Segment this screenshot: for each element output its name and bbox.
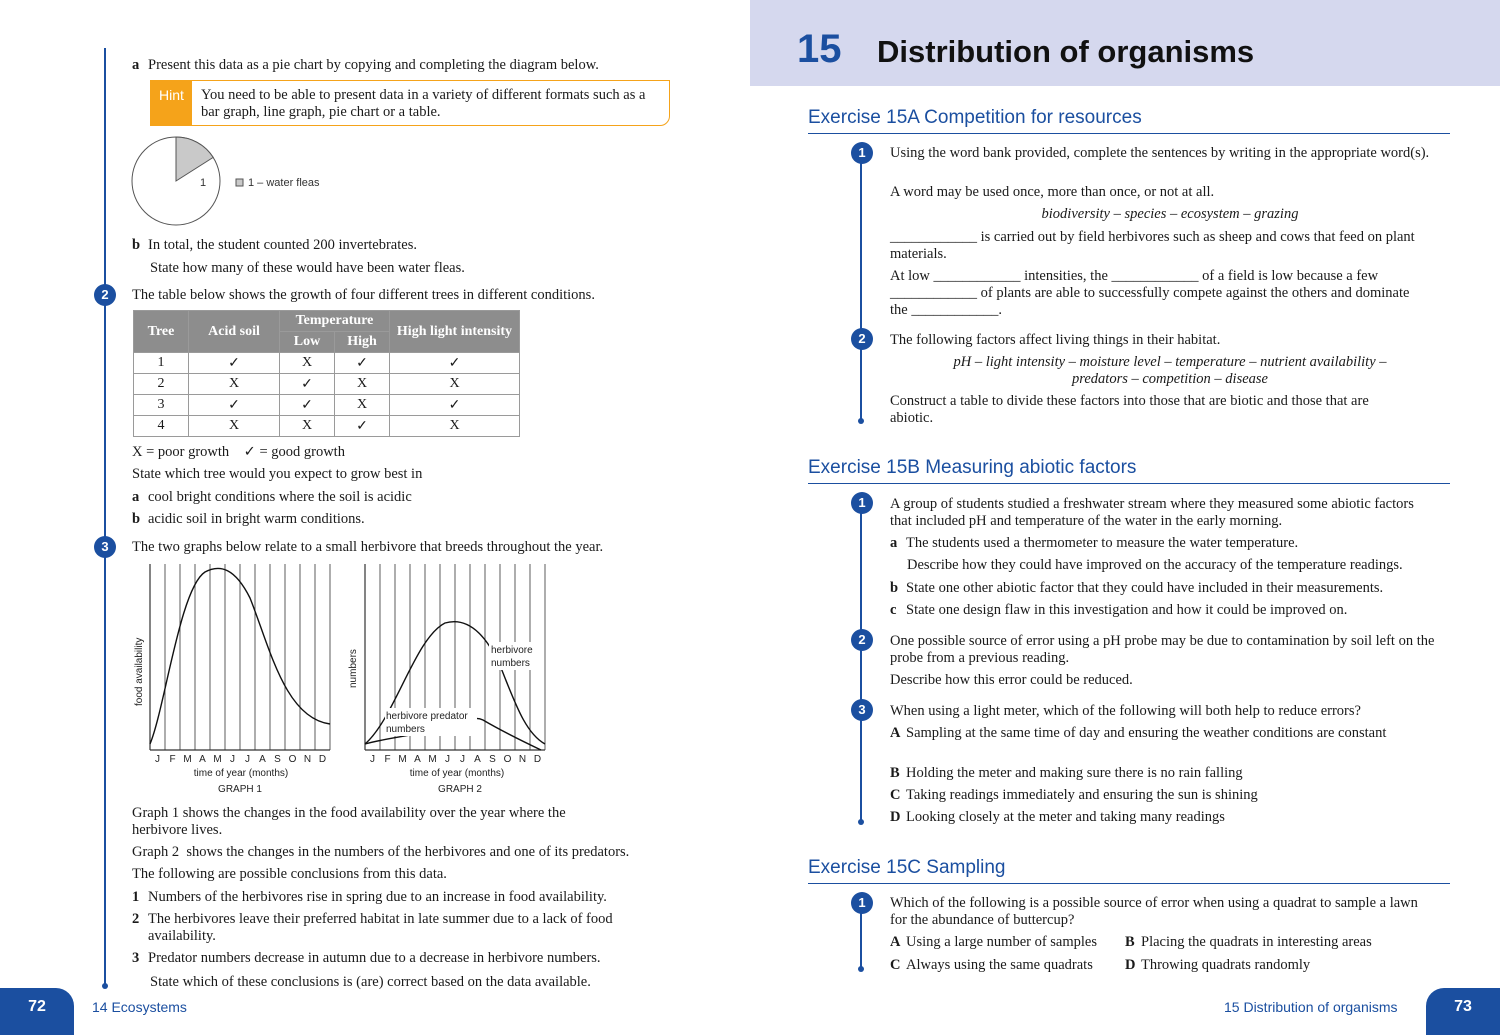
ex15c-q1-B-letter: B	[1125, 934, 1135, 950]
pie-legend-swatch	[236, 179, 243, 186]
right-page-number: 73	[1426, 988, 1500, 1035]
ex15b-q2-p2: Describe how this error could be reduced.	[890, 672, 1133, 688]
chapter-number: 15	[797, 27, 842, 71]
graph1-month-label: A	[199, 754, 206, 765]
graph2-month-label: A	[474, 754, 481, 765]
graph2-month-label: F	[384, 754, 391, 765]
exercise-15c-heading: Exercise 15C Sampling	[808, 857, 1006, 878]
graph1-caption: GRAPH 1	[218, 784, 262, 795]
q1b-line2: State how many of these would have been water fleas.	[150, 260, 465, 276]
graph2-month-label: M	[428, 754, 437, 765]
graph1-month-label: J	[230, 754, 235, 765]
q1b-line1: In total, the student counted 200 invertebrates.	[148, 237, 417, 253]
ex15a-q2-p2: Construct a table to divide these factors into those that are biotic and those that are abiotic.	[890, 393, 1369, 426]
table-cell: X	[280, 353, 335, 374]
q3-c2-num: 2	[132, 911, 140, 927]
ex15c-rule-end	[858, 966, 864, 972]
graph2-month-label: O	[503, 754, 512, 765]
left-q3-number: 3	[94, 536, 116, 558]
q2-intro: The table below shows the growth of four different trees in different conditions.	[132, 287, 595, 303]
q3-c3: Predator numbers decrease in autumn due to a decrease in herbivore numbers.	[148, 950, 601, 966]
table-cell: ✓	[390, 395, 520, 416]
graph2-month-label: J	[460, 754, 465, 765]
table-cell: X	[390, 374, 520, 395]
ex15b-q3-B: Holding the meter and making sure there is no rain falling	[906, 765, 1243, 781]
q1b-letter: b	[132, 237, 141, 253]
ex15c-q1-D: Throwing quadrats randomly	[1141, 957, 1311, 973]
q3-p1: Graph 1 shows the changes in the food availability over the year where the herbivore lives.	[132, 805, 566, 838]
graph1-month-label: O	[288, 754, 297, 765]
graph2-caption: GRAPH 2	[438, 784, 482, 795]
q2-state: State which tree would you expect to grow best in	[132, 466, 423, 482]
ex15b-q3-p1: When using a light meter, which of the following will both help to reduce errors?	[890, 703, 1361, 719]
ex15a-q2-bank2: predators – competition – disease	[1072, 371, 1268, 387]
table-key: X = poor growth ✓ = good growth	[132, 444, 345, 460]
graph1-grid	[150, 564, 330, 750]
graph2-month-label: M	[398, 754, 407, 765]
table-cell: X	[280, 416, 335, 437]
graphs	[125, 558, 565, 798]
table-header-acid: Acid soil	[189, 311, 280, 353]
q2a-letter: a	[132, 489, 140, 505]
graph2-month-label: A	[414, 754, 421, 765]
ex15c-q1-A: Using a large number of samples	[906, 934, 1098, 950]
q3-c1: Numbers of the herbivores rise in spring due to an increase in food availability.	[148, 889, 607, 905]
graph1-month-label: J	[245, 754, 250, 765]
table-cell: ✓	[335, 416, 390, 437]
ex15b-q3-A: Sampling at the same time of day and ensuring the weather conditions are constant	[906, 725, 1387, 741]
growth-table	[133, 310, 520, 437]
graph1-month-label: J	[155, 754, 160, 765]
ex15a-q2-p1: The following factors affect living things in their habitat.	[890, 332, 1221, 348]
graph2-ylabel: numbers	[348, 649, 359, 688]
ex15b-q1-number: 1	[851, 492, 873, 514]
pie-legend-text: 1 – water fleas	[248, 177, 320, 189]
table-cell: ✓	[390, 353, 520, 374]
q2a-text: cool bright conditions where the soil is acidic	[148, 489, 412, 505]
table-cell: ✓	[280, 395, 335, 416]
ex15a-q1-s2: At low ____________ intensities, the ____________ of a field is low because a few ____________ of plants are able to successfully compete against the others and dominate the ____________.	[890, 268, 1410, 318]
graph1-month-label: S	[274, 754, 281, 765]
ex15b-q2-p1: One possible source of error using a pH probe may be due to contamination by soil left on the probe from a previous reading.	[890, 633, 1435, 666]
table-row	[134, 395, 520, 416]
graph2-month-labels	[370, 754, 541, 765]
ex15b-q3-B-letter: B	[890, 765, 900, 781]
pie-slice-label: 1	[200, 177, 207, 189]
ex15a-q1-p1: Using the word bank provided, complete the sentences by writing in the appropriate word(s).	[890, 145, 1430, 161]
table-header-low: Low	[280, 332, 335, 353]
ex15b-q1-p1: A group of students studied a freshwater stream where they measured some abiotic factors that included pH and temperature of the water in the early morning.	[890, 496, 1414, 529]
ex15b-rule-end	[858, 819, 864, 825]
ex15b-q1-a2: Describe how they could have improved on the accuracy of the temperature readings.	[907, 557, 1403, 573]
hint-text: You need to be able to present data in a variety of different formats such as a bar graph, line graph, pie chart or a table.	[201, 87, 646, 120]
table-cell: ✓	[189, 353, 280, 374]
q3-c1-num: 1	[132, 889, 140, 905]
table-cell: ✓	[335, 353, 390, 374]
graph1-month-label: M	[183, 754, 192, 765]
graph1-month-label: M	[213, 754, 222, 765]
q3-p3: The following are possible conclusions from this data.	[132, 866, 447, 882]
left-margin-rule-end	[102, 983, 108, 989]
table-cell: 1	[134, 353, 189, 374]
table-cell: X	[189, 374, 280, 395]
ex15a-q2-bank1: pH – light intensity – moisture level – temperature – nutrient availability –	[953, 354, 1387, 370]
ex15b-q1b-letter: b	[890, 580, 899, 596]
graph1-month-label: D	[318, 754, 327, 765]
ex15c-q1-B: Placing the quadrats in interesting areas	[1141, 934, 1372, 950]
exercise-15b-heading: Exercise 15B Measuring abiotic factors	[808, 457, 1137, 478]
left-q2-number: 2	[94, 284, 116, 306]
ex15a-q1-p2: A word may be used once, more than once, or not at all.	[890, 184, 1215, 200]
ex15b-q3-D-letter: D	[890, 809, 901, 825]
table-row	[134, 353, 520, 374]
graph2-month-label: D	[533, 754, 542, 765]
graph2-xlabel: time of year (months)	[409, 768, 505, 779]
ex15b-q3-C: Taking readings immediately and ensuring the sun is shining	[906, 787, 1258, 803]
table-cell: X	[390, 416, 520, 437]
table-header-high: High	[335, 332, 390, 353]
q1a-text: Present this data as a pie chart by copying and completing the diagram below.	[148, 57, 599, 73]
graph1-month-label: A	[259, 754, 266, 765]
table-header-light: High light intensity	[390, 311, 520, 353]
ex15c-q1-number: 1	[851, 892, 873, 914]
ex15a-q1-number: 1	[851, 142, 873, 164]
graph2-predator-label-2: numbers	[386, 724, 425, 735]
ex15b-q3-number: 3	[851, 699, 873, 721]
table-row	[134, 374, 520, 395]
hint-label: Hint	[151, 81, 192, 125]
q3-c3-num: 3	[132, 950, 140, 966]
graph2-month-label: J	[370, 754, 375, 765]
q3-intro: The two graphs below relate to a small herbivore that breeds throughout the year.	[132, 539, 604, 555]
graph2-predator-label-1: herbivore predator	[386, 711, 468, 722]
ex15b-q1-a: The students used a thermometer to measure the water temperature.	[906, 535, 1299, 551]
exercise-15c-rule	[808, 883, 1450, 884]
ex15b-q1-c: State one design flaw in this investigation and how it could be improved on.	[906, 602, 1348, 618]
pie-chart-drawing	[132, 137, 220, 225]
exercise-15b-rule	[808, 483, 1450, 484]
ex15a-q2-number: 2	[851, 328, 873, 350]
ex15b-q2-number: 2	[851, 629, 873, 651]
ex15c-q1-C: Always using the same quadrats	[906, 957, 1093, 973]
left-margin-rule	[104, 48, 106, 986]
table-cell: 3	[134, 395, 189, 416]
graph1-xlabel: time of year (months)	[193, 768, 289, 779]
ex15c-q1-D-letter: D	[1125, 957, 1136, 973]
ex15b-q3-C-letter: C	[890, 787, 901, 803]
q2b-letter: b	[132, 511, 141, 527]
graph2-herbivore-label-1: herbivore	[491, 645, 533, 656]
table-cell: X	[189, 416, 280, 437]
table-header-temp: Temperature	[280, 311, 390, 332]
ex15b-q1a-letter: a	[890, 535, 898, 551]
ex15b-q1c-letter: c	[890, 602, 897, 618]
left-page-number: 72	[0, 988, 74, 1035]
q3-p2: Graph 2 shows the changes in the numbers of the herbivores and one of its predators.	[132, 844, 630, 860]
ex15b-q3-D: Looking closely at the meter and taking many readings	[906, 809, 1225, 825]
graph2-month-label: S	[489, 754, 496, 765]
table-cell: X	[335, 374, 390, 395]
graph1-month-label: N	[303, 754, 312, 765]
table-cell: ✓	[280, 374, 335, 395]
hint-box	[150, 80, 670, 126]
graph1-month-label: F	[169, 754, 176, 765]
table-cell: 2	[134, 374, 189, 395]
table-header-tree: Tree	[134, 311, 189, 353]
ex15a-q1-s1: ____________ is carried out by field herbivores such as sheep and cows that feed on plant materials.	[890, 229, 1415, 262]
graph1-ylabel: food availability	[134, 637, 145, 706]
ex15a-rule-end	[858, 418, 864, 424]
ex15b-margin-rule	[860, 503, 862, 821]
exercise-15a-heading: Exercise 15A Competition for resources	[808, 107, 1142, 128]
graph2-month-label: N	[518, 754, 527, 765]
ex15a-margin-rule	[860, 152, 862, 420]
graph1-month-labels	[155, 754, 326, 765]
ex15b-q1-b: State one other abiotic factor that they could have included in their measurements.	[906, 580, 1384, 596]
q3-c2: The herbivores leave their preferred habitat in late summer due to a lack of food availability.	[148, 911, 613, 944]
table-cell: 4	[134, 416, 189, 437]
ex15a-q1-bank: biodiversity – species – ecosystem – grazing	[1041, 206, 1299, 222]
left-footer-title: 14 Ecosystems	[92, 999, 187, 1015]
pie-chart	[130, 136, 330, 228]
right-footer-title: 15 Distribution of organisms	[1224, 999, 1398, 1015]
ex15c-q1-p1: Which of the following is a possible source of error when using a quadrat to sample a lawn for the abundance of buttercup?	[890, 895, 1418, 928]
q1a-letter: a	[132, 57, 140, 73]
table-row	[134, 416, 520, 437]
table-cell: ✓	[189, 395, 280, 416]
chapter-title: Distribution of organisms	[877, 34, 1255, 69]
graph2-month-label: J	[445, 754, 450, 765]
ex15c-q1-A-letter: A	[890, 934, 901, 950]
q3-c4: State which of these conclusions is (are) correct based on the data available.	[150, 974, 591, 990]
graph2-herbivore-label-2: numbers	[491, 658, 530, 669]
q2b-text: acidic soil in bright warm conditions.	[148, 511, 365, 527]
table-cell: X	[335, 395, 390, 416]
ex15b-q3-A-letter: A	[890, 725, 901, 741]
ex15c-q1-C-letter: C	[890, 957, 901, 973]
exercise-15a-rule	[808, 133, 1450, 134]
